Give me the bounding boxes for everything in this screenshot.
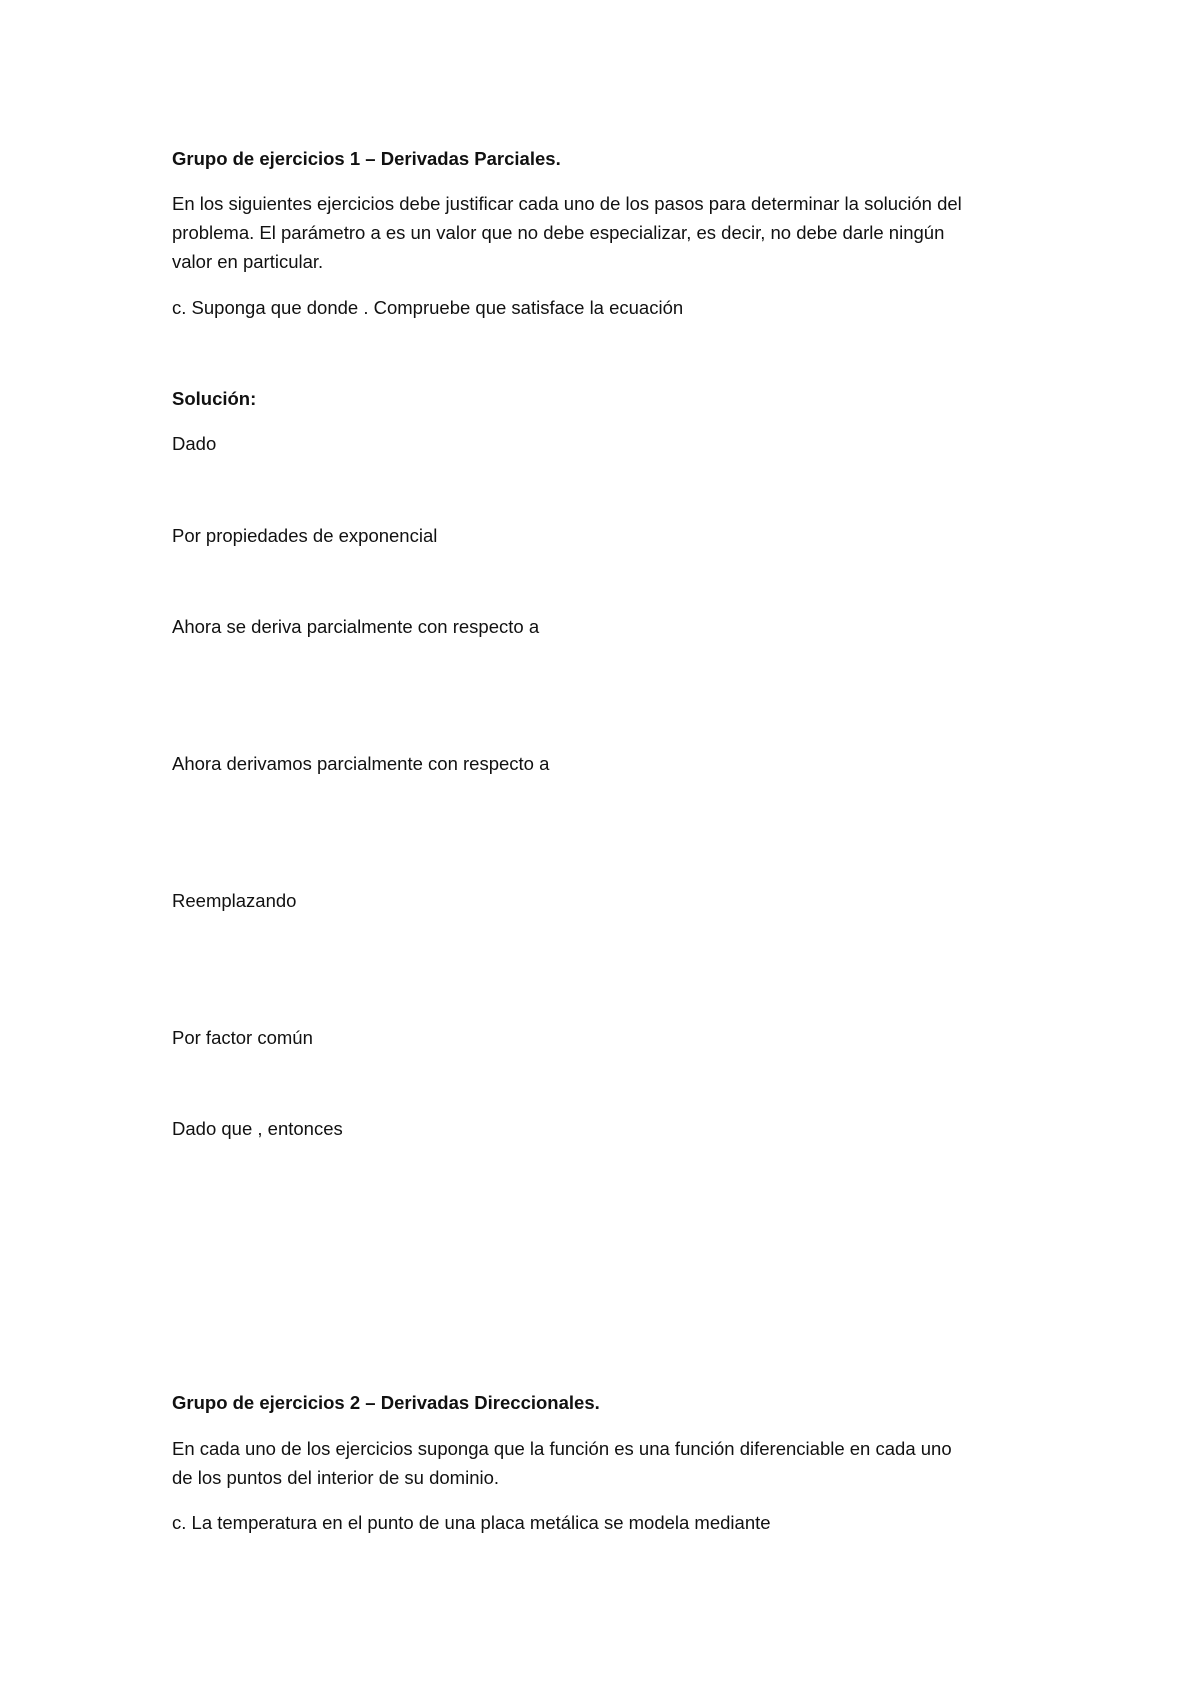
step-derivada-2: Ahora derivamos parcialmente con respecto a <box>172 753 550 774</box>
step-derivada-1: Ahora se deriva parcialmente con respecto a <box>172 616 540 637</box>
step-reemplazando: Reemplazando <box>172 890 297 911</box>
step-exponencial: Por propiedades de exponencial <box>172 525 438 546</box>
group2-heading: Grupo de ejercicios 2 – Derivadas Direccionales. <box>172 1392 600 1413</box>
solution-label: Solución: <box>172 388 257 409</box>
group1-intro-line-3: valor en particular. <box>172 251 324 272</box>
step-factor-comun: Por factor común <box>172 1027 313 1048</box>
group1-exercise-c: c. Suponga que donde . Compruebe que satisface la ecuación <box>172 297 684 318</box>
group2-intro-line-2: de los puntos del interior de su dominio. <box>172 1467 500 1488</box>
group1-intro-line-2: problema. El parámetro a es un valor que no debe especializar, es decir, no debe darle ningún <box>172 222 945 243</box>
group2-intro-line-1: En cada uno de los ejercicios suponga que la función es una función diferenciable en cada uno <box>172 1438 952 1459</box>
step-dado-que: Dado que , entonces <box>172 1118 343 1139</box>
group2-exercise-c: c. La temperatura en el punto de una placa metálica se modela mediante <box>172 1512 771 1533</box>
step-dado: Dado <box>172 433 217 454</box>
group1-intro-line-1: En los siguientes ejercicios debe justificar cada uno de los pasos para determinar la solución del <box>172 193 962 214</box>
group1-heading: Grupo de ejercicios 1 – Derivadas Parciales. <box>172 148 561 169</box>
